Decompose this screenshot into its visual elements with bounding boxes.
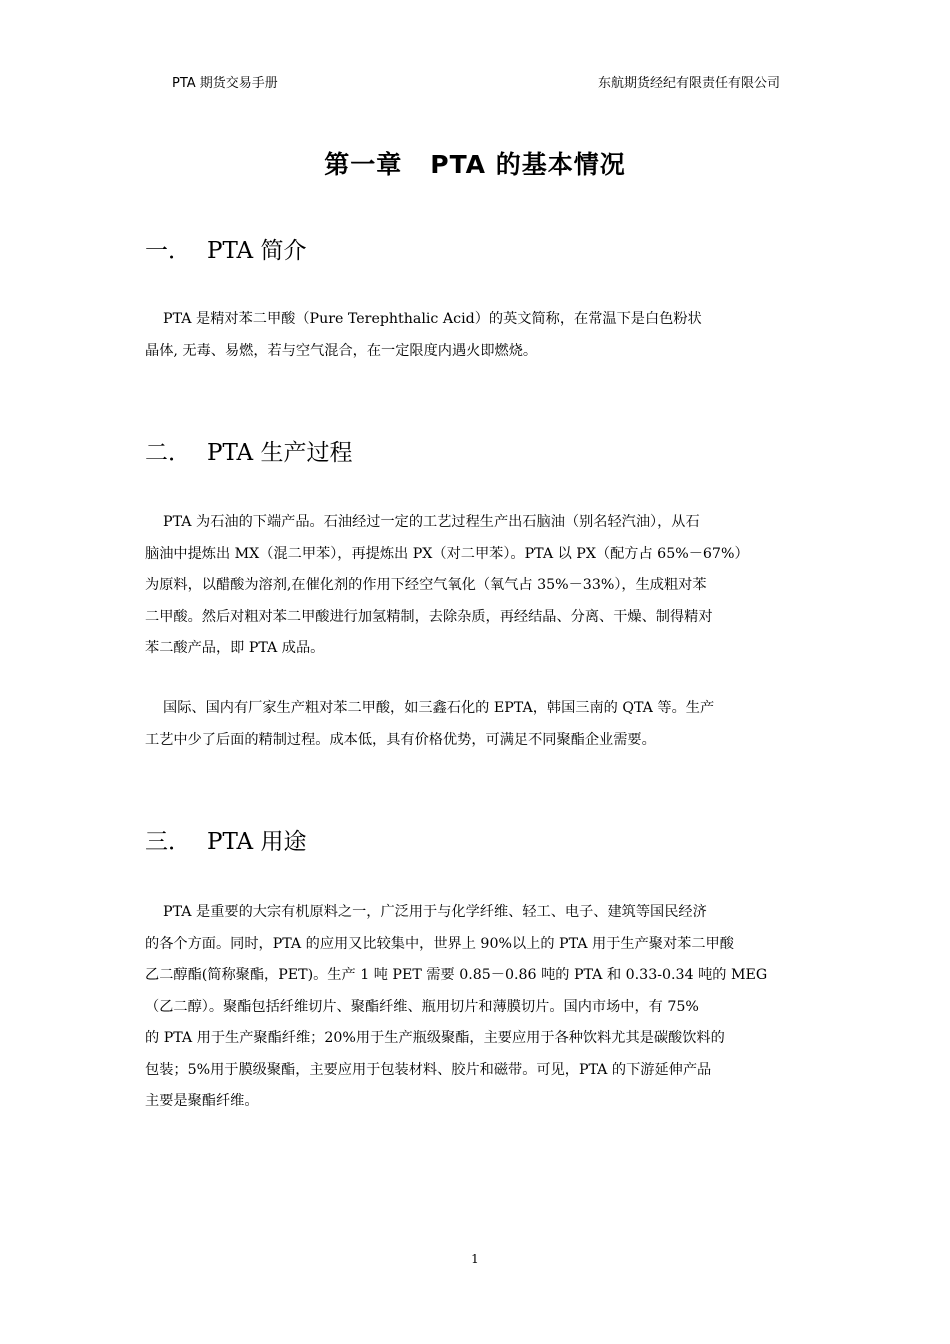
chapter-title (0, 145, 950, 181)
section-title: PTA 生产过程 (207, 440, 353, 466)
section-title: PTA 简介 (207, 238, 307, 264)
page-number: 1 (471, 1252, 479, 1266)
section-number: 二． (145, 440, 191, 466)
paragraph-intro (145, 304, 810, 367)
paragraph-production-1 (145, 507, 810, 665)
paragraph-line: PTA 是精对苯二甲酸（Pure Terephthalic Acid）的英文简称，在常温下是白色粉状 (145, 311, 702, 327)
paragraph-line: 二甲酸。然后对粗对苯二甲酸进行加氢精制，去除杂质，再经结晶、分离、干燥、制得精对 (145, 608, 713, 625)
paragraph-line: （乙二醇）。聚酯包括纤维切片、聚酯纤维、瓶用切片和薄膜切片。国内市场中，有 75% (145, 998, 699, 1015)
section-heading-uses (145, 823, 306, 856)
paragraph-line: PTA 是重要的大宗有机原料之一，广泛用于与化学纤维、轻工、电子、建筑等国民经济 (145, 904, 707, 920)
paragraph-production-2 (145, 693, 810, 756)
header-right-company: 东航期货经纪有限责任有限公司 (597, 76, 780, 91)
paragraph-line: 主要是聚酯纤维。 (145, 1093, 259, 1109)
paragraph-uses (145, 897, 810, 1118)
paragraph-line: 包装；5%用于膜级聚酯，主要应用于包装材料、胶片和磁带。可见，PTA 的下游延伸产品 (145, 1061, 712, 1078)
paragraph-line: 乙二醇酯(简称聚酯，PET)。生产 1 吨 PET 需要 0.85－0.86 吨的 PTA 和 0.33-0.34 吨的 MEG (145, 967, 768, 983)
chapter-number: 第一章 (324, 150, 403, 179)
paragraph-line: 国际、国内有厂家生产粗对苯二甲酸，如三鑫石化的 EPTA，韩国三南的 QTA 等。生产 (145, 700, 715, 716)
header-left-title: PTA 期货交易手册 (172, 76, 278, 91)
section-heading-intro (145, 232, 306, 265)
paragraph-line: 的 PTA 用于生产聚酯纤维；20%用于生产瓶级聚酯，主要应用于各种饮料尤其是碳酸饮料的 (145, 1030, 725, 1046)
chapter-name: PTA 的基本情况 (430, 150, 626, 179)
paragraph-line: 脑油中提炼出 MX（混二甲苯），再提炼出 PX（对二甲苯）。PTA 以 PX（配方占 65%－67%） (145, 545, 749, 562)
section-number: 三． (145, 829, 191, 855)
paragraph-line: 苯二酸产品，即 PTA 成品。 (145, 640, 325, 656)
paragraph-line: 为原料，以醋酸为溶剂,在催化剂的作用下经空气氧化（氧气占 35%－33%），生成粗对苯 (145, 577, 707, 593)
section-title: PTA 用途 (207, 829, 307, 855)
paragraph-line: 工艺中少了后面的精制过程。成本低，具有价格优势，可满足不同聚酯企业需要。 (145, 731, 656, 748)
section-heading-production (145, 434, 352, 467)
section-number: 一． (145, 238, 191, 264)
paragraph-line: 晶体, 无毒、易燃，若与空气混合，在一定限度内遇火即燃烧。 (145, 342, 538, 359)
paragraph-line: 的各个方面。同时，PTA 的应用又比较集中，世界上 90%以上的 PTA 用于生产聚对苯二甲酸 (145, 935, 734, 952)
paragraph-line: PTA 为石油的下端产品。石油经过一定的工艺过程生产出石脑油（别名轻汽油），从石 (145, 514, 700, 530)
